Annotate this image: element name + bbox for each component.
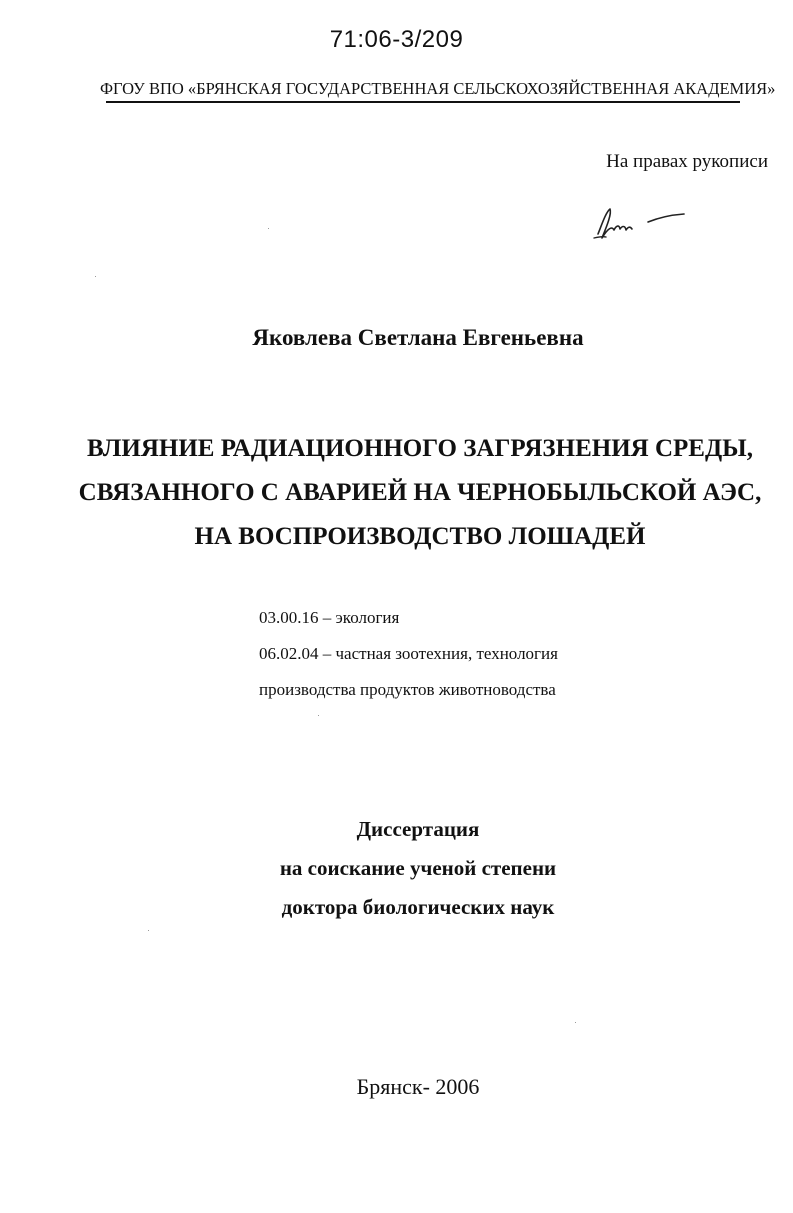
title-line: НА ВОСПРОИЗВОДСТВО ЛОШАДЕЙ — [194, 523, 646, 550]
archive-code: 71:06-3/209 — [329, 26, 464, 53]
author-name: Яковлева Светлана Евгеньевна — [252, 325, 584, 350]
degree-line: на соискание ученой степени — [279, 856, 557, 880]
degree-line: Диссертация — [356, 817, 480, 841]
dissertation-title — [40, 427, 793, 559]
title-line: ВЛИЯНИЕ РАДИАЦИОННОГО ЗАГРЯЗНЕНИЯ СРЕДЫ, — [87, 435, 753, 462]
scan-speck — [95, 276, 96, 277]
specialty-line: 03.00.16 – экология — [259, 608, 400, 627]
specialty-line: производства продуктов животноводства — [259, 680, 556, 699]
city-year: Брянск- 2006 — [356, 1074, 480, 1099]
degree-statement — [0, 810, 793, 927]
scan-speck — [575, 1022, 576, 1023]
organization-underline — [106, 101, 740, 103]
manuscript-rights-note: На правах рукописи — [606, 151, 768, 172]
specialty-codes — [259, 600, 739, 708]
scan-speck — [268, 228, 269, 229]
organization-name: ФГОУ ВПО «БРЯНСКАЯ ГОСУДАРСТВЕННАЯ СЕЛЬСКОХОЗЯЙСТВЕННАЯ АКАДЕМИЯ» — [100, 79, 776, 98]
title-line: СВЯЗАННОГО С АВАРИЕЙ НА ЧЕРНОБЫЛЬСКОЙ АЭС, — [78, 479, 762, 506]
handwritten-signature — [592, 204, 687, 244]
degree-line: доктора биологических наук — [281, 895, 555, 919]
scan-speck — [318, 715, 319, 716]
specialty-line: 06.02.04 – частная зоотехния, технология — [259, 644, 558, 663]
scan-speck — [148, 930, 149, 931]
